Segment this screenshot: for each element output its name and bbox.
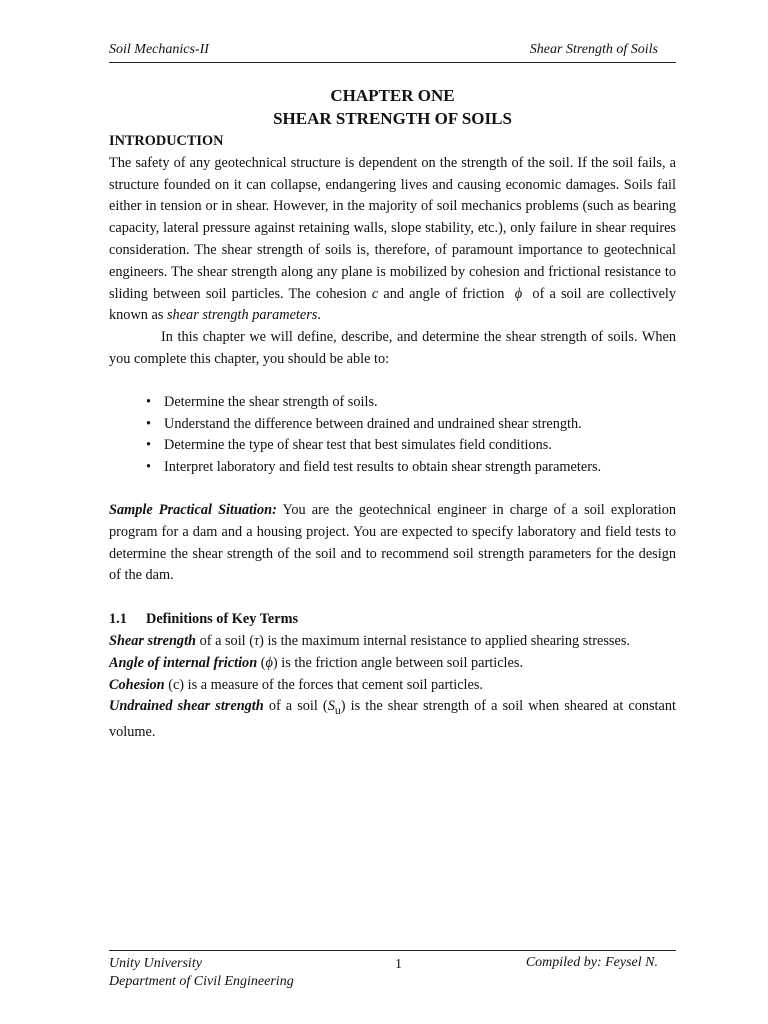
footer-compiled-by: Compiled by: Feysel N.	[525, 955, 658, 970]
introduction-paragraph: The safety of any geotechnical structure is dependent on the strength of the soil. If the soil fails, a structure founded on it can collapse, endangering lives and causing economic damages. Soils fail either in tension or in shear. However, in the majority of soil mechanics problems (such as bearing capacity, lateral pressure against retaining walls, slope stability, etc.), only failure in shear requires consideration. The shear strength of soils is, therefore, of paramount importance to geotechnical engineers. The shear strength along any plane is mobilized by cohesion and frictional resistance to sliding between soil particles. The cohesion c and angle of friction ϕ of a soil are collectively known as shear strength parameters.	[109, 154, 677, 324]
learning-objectives-list	[109, 392, 676, 479]
footer-department: Department of Civil Engineering	[109, 974, 294, 989]
definition-cohesion: Cohesion (c) is a measure of the forces that cement soil particles.	[109, 676, 483, 693]
page-footer	[109, 950, 676, 989]
definition-undrained-shear-strength: Undrained shear strength of a soil $(S_u)$ is the shear strength of a soil when sheared at constant volume.	[109, 698, 676, 740]
list-item: • Determine the type of shear test that best simulates field conditions.	[164, 435, 676, 457]
list-item: • Determine the shear strength of soils.	[164, 392, 676, 414]
section-heading: 1.1 Definitions of Key Terms	[109, 611, 299, 628]
page-body	[109, 131, 676, 744]
definition-angle-of-friction: Angle of internal friction (ϕ) is the friction angle between soil particles.	[109, 654, 524, 671]
footer-institution	[109, 955, 294, 991]
list-item: • Interpret laboratory and field test results to obtain shear strength parameters.	[164, 457, 676, 479]
definition-shear-strength: Shear strength of a soil (τ) is the maximum internal resistance to applied shearing stresses.	[109, 632, 630, 649]
header-chapter-title: Shear Strength of Soils	[529, 42, 658, 57]
page-header	[109, 42, 676, 63]
list-item: • Understand the difference between drained and undrained shear strength.	[164, 414, 676, 436]
chapter-goals-paragraph: In this chapter we will define, describe, and determine the shear strength of soils. When you complete this chapter, you should be able to:	[109, 329, 676, 367]
page-number: 1	[395, 957, 402, 972]
introduction-heading: INTRODUCTION	[109, 133, 224, 149]
chapter-label: CHAPTER ONE	[330, 86, 455, 105]
header-course-title: Soil Mechanics-II	[109, 42, 209, 57]
sample-practical-situation: Sample Practical Situation: You are the geotechnical engineer in charge of a soil exploration program for a dam and a housing project. You are expected to specify laboratory and field tests to determine the shear strength of the soil and to recommend soil strength parameters for the design of the dam.	[109, 501, 676, 584]
footer-university: Unity University	[109, 956, 202, 971]
chapter-title: SHEAR STRENGTH OF SOILS	[273, 109, 512, 128]
